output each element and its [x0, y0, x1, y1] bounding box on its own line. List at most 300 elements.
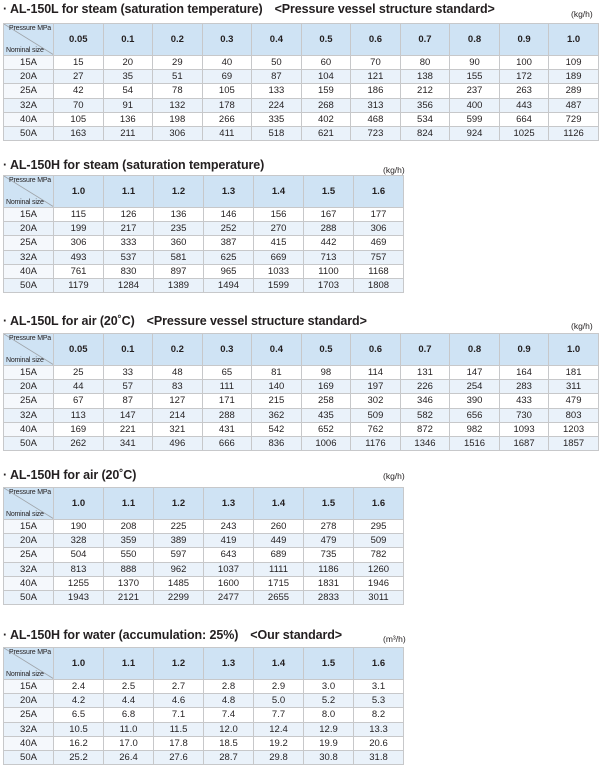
table-row	[4, 394, 599, 408]
flow-value-cell: 19.2	[254, 736, 304, 750]
flow-value-cell: 449	[254, 534, 304, 548]
table-row	[4, 534, 404, 548]
flow-value-cell: 186	[351, 84, 401, 98]
flow-value-cell: 542	[252, 422, 302, 436]
flow-value-cell: 1025	[499, 126, 549, 140]
pressure-header: 0.8	[450, 24, 500, 56]
flow-value-cell: 5.3	[354, 694, 404, 708]
flow-value-cell: 260	[254, 520, 304, 534]
pressure-header: 0.1	[103, 24, 153, 56]
flow-value-cell: 360	[154, 236, 204, 250]
flow-value-cell: 1943	[54, 590, 104, 604]
nominal-size-cell: 15A	[4, 56, 54, 70]
flow-value-cell: 214	[153, 408, 203, 422]
flow-value-cell: 288	[202, 408, 252, 422]
flow-value-cell: 164	[499, 366, 549, 380]
flow-value-cell: 2.9	[254, 680, 304, 694]
flow-value-cell: 735	[304, 548, 354, 562]
pressure-header: 1.3	[204, 488, 254, 520]
pressure-header: 0.9	[499, 24, 549, 56]
pressure-header: 0.7	[400, 334, 450, 366]
corner-header	[4, 488, 54, 520]
flow-value-cell: 29	[153, 56, 203, 70]
flow-value-cell: 263	[499, 84, 549, 98]
size-axis-label: Nominal size	[6, 199, 44, 206]
pressure-header: 1.6	[354, 488, 404, 520]
flow-value-cell: 496	[153, 436, 203, 450]
flow-value-cell: 30.8	[304, 750, 354, 764]
flow-value-cell: 28.7	[204, 750, 254, 764]
nominal-size-cell: 25A	[4, 394, 54, 408]
flow-value-cell: 4.2	[54, 694, 104, 708]
size-axis-label: Nominal size	[6, 671, 44, 678]
flow-value-cell: 171	[202, 394, 252, 408]
flow-value-cell: 729	[549, 112, 599, 126]
flow-value-cell: 341	[103, 436, 153, 450]
nominal-size-cell: 50A	[4, 278, 54, 292]
flow-value-cell: 2.5	[104, 680, 154, 694]
flow-value-cell: 2833	[304, 590, 354, 604]
table-row	[4, 548, 404, 562]
flow-value-cell: 468	[351, 112, 401, 126]
flow-value-cell: 208	[104, 520, 154, 534]
pressure-header: 1.0	[549, 24, 599, 56]
flow-value-cell: 1370	[104, 576, 154, 590]
flow-table	[3, 175, 404, 293]
header-row	[4, 24, 599, 56]
flow-value-cell: 411	[202, 126, 252, 140]
flow-value-cell: 11.0	[104, 722, 154, 736]
section-title	[3, 158, 264, 172]
flow-value-cell: 509	[351, 408, 401, 422]
flow-value-cell: 18.5	[204, 736, 254, 750]
flow-value-cell: 362	[252, 408, 302, 422]
nominal-size-cell: 20A	[4, 380, 54, 394]
table-row	[4, 98, 599, 112]
flow-value-cell: 1179	[54, 278, 104, 292]
flow-value-cell: 597	[154, 548, 204, 562]
flow-value-cell: 169	[54, 422, 104, 436]
flow-value-cell: 433	[499, 394, 549, 408]
flow-value-cell: 689	[254, 548, 304, 562]
flow-value-cell: 306	[354, 222, 404, 236]
pressure-header: 0.2	[153, 334, 203, 366]
flow-value-cell: 1494	[204, 278, 254, 292]
flow-value-cell: 824	[400, 126, 450, 140]
table-row	[4, 722, 404, 736]
flow-value-cell: 221	[103, 422, 153, 436]
flow-value-cell: 2655	[254, 590, 304, 604]
flow-value-cell: 509	[354, 534, 404, 548]
flow-value-cell: 189	[549, 70, 599, 84]
flow-value-cell: 4.4	[104, 694, 154, 708]
flow-value-cell: 1346	[400, 436, 450, 450]
unit-label: (m³/h)	[383, 634, 406, 644]
flow-value-cell: 1100	[304, 264, 354, 278]
flow-value-cell: 252	[204, 222, 254, 236]
flow-value-cell: 237	[450, 84, 500, 98]
nominal-size-cell: 40A	[4, 264, 54, 278]
flow-value-cell: 87	[103, 394, 153, 408]
flow-value-cell: 10.5	[54, 722, 104, 736]
section-title	[3, 2, 495, 16]
pressure-header: 0.05	[54, 24, 104, 56]
pressure-header: 1.5	[304, 648, 354, 680]
pressure-axis-label: Pressure MPa	[9, 25, 51, 32]
section-title	[3, 314, 367, 328]
nominal-size-cell: 25A	[4, 84, 54, 98]
header-row	[4, 488, 404, 520]
flow-value-cell: 479	[549, 394, 599, 408]
flow-table	[3, 487, 404, 605]
section-title	[3, 628, 342, 642]
flow-value-cell: 782	[354, 548, 404, 562]
flow-value-cell: 534	[400, 112, 450, 126]
flow-value-cell: 217	[104, 222, 154, 236]
flow-value-cell: 2.8	[204, 680, 254, 694]
pressure-header: 0.4	[252, 334, 302, 366]
flow-value-cell: 215	[252, 394, 302, 408]
flow-value-cell: 761	[54, 264, 104, 278]
flow-value-cell: 443	[499, 98, 549, 112]
table-row	[4, 736, 404, 750]
flow-value-cell: 224	[252, 98, 302, 112]
flow-value-cell: 487	[549, 98, 599, 112]
flow-value-cell: 730	[499, 408, 549, 422]
table-row	[4, 562, 404, 576]
pressure-header: 0.1	[103, 334, 153, 366]
nominal-size-cell: 50A	[4, 590, 54, 604]
flow-value-cell: 669	[254, 250, 304, 264]
flow-value-cell: 1260	[354, 562, 404, 576]
flow-value-cell: 15	[54, 56, 104, 70]
flow-value-cell: 402	[301, 112, 351, 126]
corner-header	[4, 176, 54, 208]
flow-value-cell: 621	[301, 126, 351, 140]
flow-value-cell: 599	[450, 112, 500, 126]
table-row	[4, 236, 404, 250]
flow-value-cell: 35	[103, 70, 153, 84]
flow-value-cell: 91	[103, 98, 153, 112]
flow-value-cell: 1093	[499, 422, 549, 436]
pressure-header: 0.3	[202, 334, 252, 366]
pressure-header: 0.05	[54, 334, 104, 366]
flow-value-cell: 155	[450, 70, 500, 84]
flow-value-cell: 1831	[304, 576, 354, 590]
unit-label: (kg/h)	[571, 321, 593, 331]
flow-value-cell: 109	[549, 56, 599, 70]
flow-value-cell: 225	[154, 520, 204, 534]
nominal-size-cell: 25A	[4, 236, 54, 250]
table-row	[4, 208, 404, 222]
flow-value-cell: 582	[400, 408, 450, 422]
table-row	[4, 126, 599, 140]
pressure-header: 0.4	[252, 24, 302, 56]
flow-value-cell: 126	[104, 208, 154, 222]
table-row	[4, 56, 599, 70]
table-row	[4, 366, 599, 380]
flow-value-cell: 757	[354, 250, 404, 264]
pressure-header: 1.6	[354, 176, 404, 208]
flow-value-cell: 243	[204, 520, 254, 534]
section-title	[3, 468, 136, 482]
flow-value-cell: 26.4	[104, 750, 154, 764]
pressure-header: 0.6	[351, 334, 401, 366]
flow-value-cell: 100	[499, 56, 549, 70]
nominal-size-cell: 40A	[4, 422, 54, 436]
nominal-size-cell: 20A	[4, 694, 54, 708]
flow-value-cell: 469	[354, 236, 404, 250]
flow-value-cell: 387	[204, 236, 254, 250]
flow-value-cell: 17.0	[104, 736, 154, 750]
flow-value-cell: 1037	[204, 562, 254, 576]
flow-value-cell: 48	[153, 366, 203, 380]
flow-value-cell: 652	[301, 422, 351, 436]
section-standard: <Pressure vessel structure standard>	[146, 314, 367, 328]
flow-table	[3, 23, 599, 141]
flow-value-cell: 83	[153, 380, 203, 394]
pressure-header: 1.4	[254, 488, 304, 520]
pressure-axis-label: Pressure MPa	[9, 649, 51, 656]
flow-value-cell: 1006	[301, 436, 351, 450]
flow-value-cell: 131	[400, 366, 450, 380]
pressure-header: 1.0	[54, 648, 104, 680]
flow-value-cell: 80	[400, 56, 450, 70]
pressure-header: 0.2	[153, 24, 203, 56]
flow-value-cell: 1389	[154, 278, 204, 292]
flow-value-cell: 7.1	[154, 708, 204, 722]
flow-value-cell: 226	[400, 380, 450, 394]
pressure-header: 0.5	[301, 24, 351, 56]
flow-value-cell: 493	[54, 250, 104, 264]
flow-value-cell: 51	[153, 70, 203, 84]
flow-value-cell: 105	[54, 112, 104, 126]
flow-value-cell: 78	[153, 84, 203, 98]
flow-value-cell: 16.2	[54, 736, 104, 750]
flow-value-cell: 306	[54, 236, 104, 250]
flow-value-cell: 235	[154, 222, 204, 236]
flow-value-cell: 888	[104, 562, 154, 576]
nominal-size-cell: 40A	[4, 112, 54, 126]
flow-value-cell: 132	[153, 98, 203, 112]
section-title-text: · AL-150H for water (accumulation: 25%)	[3, 628, 239, 642]
flow-value-cell: 302	[351, 394, 401, 408]
flow-value-cell: 19.9	[304, 736, 354, 750]
header-row	[4, 176, 404, 208]
header-row	[4, 334, 599, 366]
table-row	[4, 264, 404, 278]
nominal-size-cell: 15A	[4, 366, 54, 380]
flow-value-cell: 333	[104, 236, 154, 250]
flow-value-cell: 288	[304, 222, 354, 236]
flow-value-cell: 57	[103, 380, 153, 394]
flow-value-cell: 60	[301, 56, 351, 70]
flow-value-cell: 656	[450, 408, 500, 422]
flow-value-cell: 163	[54, 126, 104, 140]
table-row	[4, 380, 599, 394]
pressure-header: 1.1	[104, 488, 154, 520]
flow-value-cell: 44	[54, 380, 104, 394]
flow-value-cell: 283	[499, 380, 549, 394]
table-row	[4, 112, 599, 126]
flow-value-cell: 147	[450, 366, 500, 380]
nominal-size-cell: 25A	[4, 548, 54, 562]
flow-value-cell: 2.7	[154, 680, 204, 694]
flow-value-cell: 65	[202, 366, 252, 380]
flow-value-cell: 90	[450, 56, 500, 70]
table-row	[4, 590, 404, 604]
flow-value-cell: 2299	[154, 590, 204, 604]
table-row	[4, 708, 404, 722]
table-row	[4, 750, 404, 764]
flow-value-cell: 1111	[254, 562, 304, 576]
unit-label: (kg/h)	[383, 471, 405, 481]
flow-value-cell: 442	[304, 236, 354, 250]
table-row	[4, 520, 404, 534]
flow-value-cell: 762	[351, 422, 401, 436]
flow-value-cell: 389	[154, 534, 204, 548]
flow-value-cell: 11.5	[154, 722, 204, 736]
pressure-axis-label: Pressure MPa	[9, 177, 51, 184]
flow-value-cell: 114	[351, 366, 401, 380]
flow-value-cell: 268	[301, 98, 351, 112]
flow-value-cell: 70	[351, 56, 401, 70]
flow-value-cell: 27.6	[154, 750, 204, 764]
flow-value-cell: 328	[54, 534, 104, 548]
flow-value-cell: 12.9	[304, 722, 354, 736]
flow-value-cell: 198	[153, 112, 203, 126]
flow-value-cell: 172	[499, 70, 549, 84]
flow-value-cell: 113	[54, 408, 104, 422]
flow-value-cell: 6.5	[54, 708, 104, 722]
flow-value-cell: 400	[450, 98, 500, 112]
nominal-size-cell: 25A	[4, 708, 54, 722]
flow-value-cell: 419	[204, 534, 254, 548]
flow-value-cell: 335	[252, 112, 302, 126]
flow-value-cell: 136	[103, 112, 153, 126]
pressure-header: 1.3	[204, 648, 254, 680]
pressure-header: 1.2	[154, 176, 204, 208]
flow-value-cell: 197	[351, 380, 401, 394]
flow-value-cell: 356	[400, 98, 450, 112]
flow-value-cell: 42	[54, 84, 104, 98]
flow-value-cell: 133	[252, 84, 302, 98]
nominal-size-cell: 40A	[4, 576, 54, 590]
flow-value-cell: 504	[54, 548, 104, 562]
table-row	[4, 278, 404, 292]
nominal-size-cell: 50A	[4, 436, 54, 450]
flow-value-cell: 306	[153, 126, 203, 140]
pressure-header: 1.5	[304, 176, 354, 208]
flow-value-cell: 31.8	[354, 750, 404, 764]
flow-value-cell: 1168	[354, 264, 404, 278]
flow-value-cell: 830	[104, 264, 154, 278]
nominal-size-cell: 32A	[4, 250, 54, 264]
flow-value-cell: 1600	[204, 576, 254, 590]
flow-table	[3, 333, 599, 451]
flow-value-cell: 70	[54, 98, 104, 112]
pressure-header: 1.3	[204, 176, 254, 208]
table-row	[4, 408, 599, 422]
flow-value-cell: 140	[252, 380, 302, 394]
pressure-axis-label: Pressure MPa	[9, 489, 51, 496]
pressure-header: 1.4	[254, 176, 304, 208]
flow-value-cell: 254	[450, 380, 500, 394]
flow-value-cell: 1703	[304, 278, 354, 292]
pressure-header: 1.2	[154, 488, 204, 520]
pressure-header: 1.1	[104, 176, 154, 208]
nominal-size-cell: 32A	[4, 98, 54, 112]
flow-value-cell: 40	[202, 56, 252, 70]
flow-value-cell: 278	[304, 520, 354, 534]
flow-value-cell: 212	[400, 84, 450, 98]
flow-value-cell: 390	[450, 394, 500, 408]
nominal-size-cell: 20A	[4, 70, 54, 84]
flow-value-cell: 199	[54, 222, 104, 236]
table-row	[4, 70, 599, 84]
flow-value-cell: 415	[254, 236, 304, 250]
flow-value-cell: 270	[254, 222, 304, 236]
section-standard: <Pressure vessel structure standard>	[274, 2, 495, 16]
flow-value-cell: 872	[400, 422, 450, 436]
table-row	[4, 694, 404, 708]
table-row	[4, 680, 404, 694]
pressure-header: 0.5	[301, 334, 351, 366]
flow-value-cell: 7.4	[204, 708, 254, 722]
flow-value-cell: 138	[400, 70, 450, 84]
flow-value-cell: 643	[204, 548, 254, 562]
pressure-header: 1.0	[54, 488, 104, 520]
pressure-axis-label: Pressure MPa	[9, 335, 51, 342]
pressure-header: 1.0	[549, 334, 599, 366]
flow-value-cell: 965	[204, 264, 254, 278]
flow-value-cell: 431	[202, 422, 252, 436]
flow-value-cell: 1808	[354, 278, 404, 292]
flow-value-cell: 1284	[104, 278, 154, 292]
section-title-text: · AL-150L for steam (saturation temperature)	[3, 2, 263, 16]
flow-value-cell: 5.0	[254, 694, 304, 708]
pressure-header: 1.6	[354, 648, 404, 680]
flow-value-cell: 121	[351, 70, 401, 84]
flow-value-cell: 146	[204, 208, 254, 222]
flow-value-cell: 313	[351, 98, 401, 112]
flow-value-cell: 1715	[254, 576, 304, 590]
corner-header	[4, 648, 54, 680]
flow-value-cell: 550	[104, 548, 154, 562]
flow-value-cell: 25.2	[54, 750, 104, 764]
flow-value-cell: 167	[304, 208, 354, 222]
flow-value-cell: 581	[154, 250, 204, 264]
flow-value-cell: 713	[304, 250, 354, 264]
flow-value-cell: 1203	[549, 422, 599, 436]
flow-value-cell: 20.6	[354, 736, 404, 750]
flow-value-cell: 289	[549, 84, 599, 98]
flow-value-cell: 33	[103, 366, 153, 380]
flow-value-cell: 69	[202, 70, 252, 84]
flow-value-cell: 6.8	[104, 708, 154, 722]
flow-value-cell: 924	[450, 126, 500, 140]
pressure-header: 1.0	[54, 176, 104, 208]
flow-value-cell: 7.7	[254, 708, 304, 722]
nominal-size-cell: 15A	[4, 208, 54, 222]
nominal-size-cell: 32A	[4, 408, 54, 422]
flow-value-cell: 4.8	[204, 694, 254, 708]
flow-value-cell: 311	[549, 380, 599, 394]
flow-value-cell: 20	[103, 56, 153, 70]
table-row	[4, 222, 404, 236]
header-row	[4, 648, 404, 680]
flow-value-cell: 3.1	[354, 680, 404, 694]
